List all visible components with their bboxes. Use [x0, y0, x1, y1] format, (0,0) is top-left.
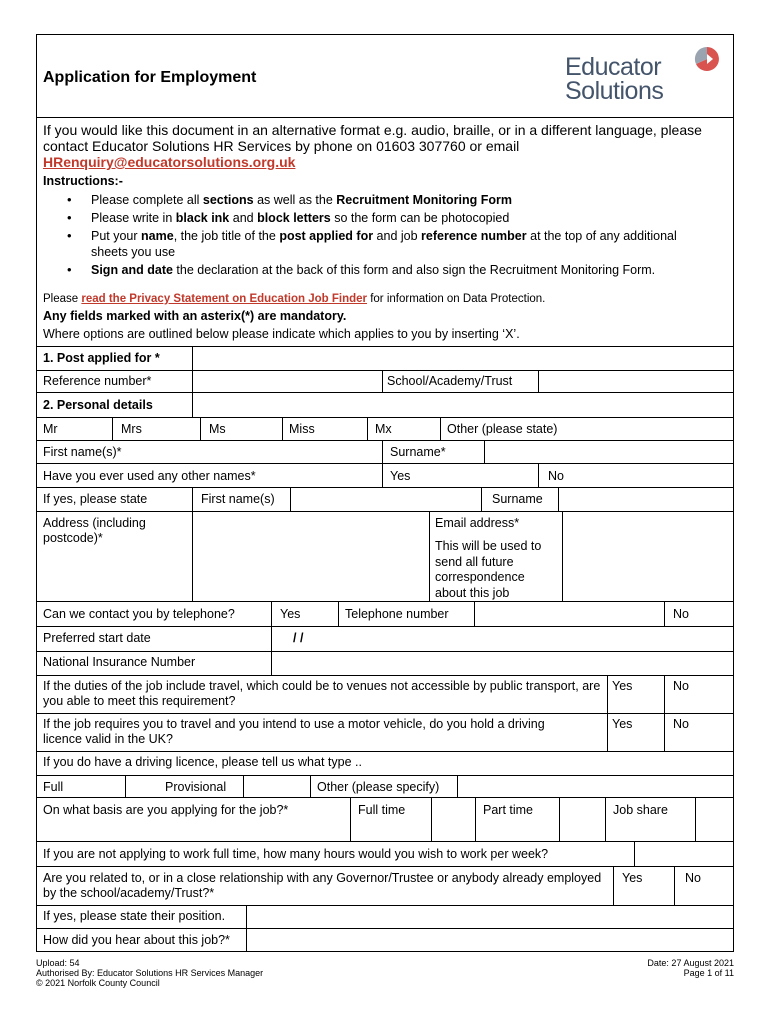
instruction-item: • Sign and date the declaration at the back of this form and also sign the Recruitment Monitoring Form. — [67, 262, 707, 278]
title-option-mx[interactable]: Mx — [375, 422, 392, 436]
title-option-ms[interactable]: Ms — [209, 422, 226, 436]
title-option-mrs[interactable]: Mrs — [121, 422, 142, 436]
title-option-mr[interactable]: Mr — [43, 422, 58, 436]
intro-text: If you would like this document in an alternative format e.g. audio, braille, or in a different language, please contact Educator Solutions HR Services by phone on 01603 307760 or email — [43, 122, 702, 154]
mandatory-note: Any fields marked with an asterix(*) are mandatory. — [43, 309, 347, 323]
page-title: Application for Employment — [43, 69, 257, 86]
footer-left — [36, 958, 263, 988]
related-no[interactable]: No — [685, 871, 701, 885]
surname-label: Surname* — [390, 445, 446, 459]
telephone-number-label: Telephone number — [345, 607, 449, 621]
footer-authorised: Authorised By: Educator Solutions HR Services Manager — [36, 968, 264, 978]
if-yes-state-label: If yes, please state — [43, 492, 148, 506]
school-label: School/Academy/Trust — [387, 374, 513, 388]
licence-question: If the job requires you to travel and you intend to use a motor vehicle, do you hold a driving licence valid in the UK? — [43, 717, 545, 746]
licence-provisional[interactable]: Provisional — [165, 780, 227, 794]
contact-by-phone-label: Can we contact you by telephone? — [43, 607, 235, 621]
other-names-yes[interactable]: Yes — [390, 469, 411, 483]
start-date-label: Preferred start date — [43, 631, 151, 645]
instruction-item: • Please complete all sections as well as the Recruitment Monitoring Form — [67, 192, 707, 208]
hr-email-link[interactable]: HRenquiry@educatorsolutions.org.uk — [43, 154, 296, 170]
address-label: Address (including postcode)* — [43, 516, 146, 545]
licence-no[interactable]: No — [673, 717, 689, 731]
basis-job-share[interactable]: Job share — [613, 803, 668, 817]
logo-line-2: Solutions — [565, 77, 664, 105]
footer-copyright: © 2021 Norfolk County Council — [36, 978, 160, 988]
options-note: Where options are outlined below please indicate which applies to you by inserting ‘X’. — [43, 327, 520, 341]
footer-page: Page 1 of 11 — [683, 968, 734, 978]
basis-full-time[interactable]: Full time — [358, 803, 406, 817]
basis-part-time[interactable]: Part time — [483, 803, 534, 817]
hear-question: How did you hear about this job?* — [43, 933, 230, 947]
form-header — [37, 35, 733, 118]
licence-type-question: If you do have a driving licence, please tell us what type .. — [43, 755, 362, 769]
footer-upload: Upload: 54 — [36, 958, 80, 968]
ni-number-label: National Insurance Number — [43, 655, 196, 669]
basis-question: On what basis are you applying for the job?* — [43, 803, 289, 817]
related-yes[interactable]: Yes — [622, 871, 643, 885]
other-names-label: Have you ever used any other names* — [43, 469, 256, 483]
licence-other[interactable]: Other (please specify) — [317, 780, 440, 794]
educator-solutions-logo — [565, 55, 663, 103]
instructions-title: Instructions:- — [43, 174, 123, 188]
post-applied-heading: 1. Post applied for * — [43, 351, 160, 365]
previous-surname-label: Surname — [492, 492, 543, 506]
footer-date: Date: 27 August 2021 — [647, 958, 734, 968]
hours-question: If you are not applying to work full time, how many hours would you wish to work per week? — [43, 847, 549, 861]
logo-line-1: Educator — [565, 53, 662, 81]
email-address-label: Email address* — [435, 516, 520, 530]
travel-question: If the duties of the job include travel, which could be to venues not accessible by public transport, are you able to meet this requirement? — [43, 679, 601, 708]
first-names-label: First name(s)* — [43, 445, 122, 459]
alternative-format-note — [43, 122, 731, 170]
related-question: Are you related to, or in a close relationship with any Governor/Trustee or anybody already employed by the school/academy/Trust?* — [43, 871, 602, 900]
previous-first-names-label: First name(s) — [201, 492, 275, 506]
start-date-field[interactable]: / / — [293, 631, 304, 645]
privacy-note: Please read the Privacy Statement on Education Job Finder for information on Data Protection. — [43, 293, 546, 305]
contact-phone-no[interactable]: No — [673, 607, 689, 621]
licence-yes[interactable]: Yes — [612, 717, 633, 731]
other-names-no[interactable]: No — [548, 469, 564, 483]
title-option-other[interactable]: Other (please state) — [447, 422, 558, 436]
travel-yes[interactable]: Yes — [612, 679, 633, 693]
instruction-item: • Please write in black ink and block letters so the form can be photocopied — [67, 210, 707, 226]
licence-full[interactable]: Full — [43, 780, 64, 794]
contact-phone-yes[interactable]: Yes — [280, 607, 301, 621]
instructions-list — [67, 192, 707, 280]
application-form — [36, 34, 734, 952]
position-question: If yes, please state their position. — [43, 909, 226, 923]
instruction-item: • Put your name, the job title of the post applied for and job reference number at the top of any additional sheets you use — [67, 228, 707, 260]
title-option-miss[interactable]: Miss — [289, 422, 315, 436]
email-note: This will be used to send all future correspondence about this job — [435, 539, 542, 600]
reference-number-label: Reference number* — [43, 374, 152, 388]
personal-details-heading: 2. Personal details — [43, 398, 153, 412]
logo-mark-icon — [693, 45, 721, 73]
footer-right — [647, 958, 734, 978]
travel-no[interactable]: No — [673, 679, 689, 693]
privacy-statement-link[interactable]: read the Privacy Statement on Education Job Finder — [81, 293, 368, 305]
